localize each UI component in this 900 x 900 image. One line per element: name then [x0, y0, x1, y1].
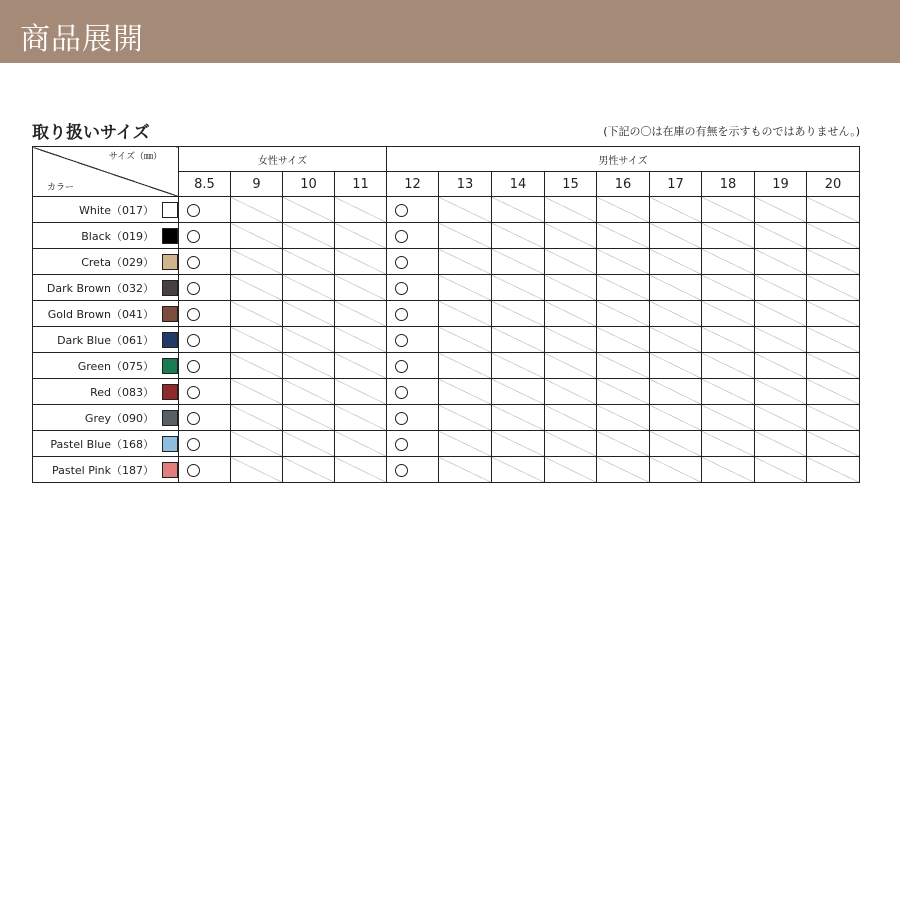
available-circle-icon: [395, 204, 408, 217]
size-header: 20: [807, 172, 860, 197]
size-group-header: 男性サイズ: [387, 147, 860, 172]
unavailable-cell: [650, 275, 702, 301]
unavailable-cell: [807, 379, 860, 405]
unavailable-cell: [335, 457, 387, 483]
color-name: Pastel Blue（168）: [50, 437, 154, 451]
unavailable-cell: [755, 457, 807, 483]
available-cell: [387, 275, 439, 301]
available-circle-icon: [395, 360, 408, 373]
unavailable-cell: [283, 327, 335, 353]
unavailable-cell: [283, 197, 335, 223]
unavailable-cell: [702, 197, 755, 223]
unavailable-cell: [702, 431, 755, 457]
unavailable-cell: [283, 223, 335, 249]
unavailable-cell: [807, 457, 860, 483]
size-header: 12: [387, 172, 439, 197]
unavailable-cell: [702, 405, 755, 431]
color-label-cell: [33, 353, 179, 379]
unavailable-cell: [492, 379, 545, 405]
color-name: Gold Brown（041）: [47, 307, 154, 321]
unavailable-cell: [439, 457, 492, 483]
unavailable-cell: [439, 301, 492, 327]
available-circle-icon: [187, 438, 200, 451]
unavailable-cell: [650, 353, 702, 379]
unavailable-cell: [335, 223, 387, 249]
available-circle-icon: [395, 334, 408, 347]
available-circle-icon: [187, 256, 200, 269]
table-row: [33, 197, 860, 223]
unavailable-cell: [439, 275, 492, 301]
table-body: [33, 197, 860, 483]
color-name: Black（019）: [81, 229, 154, 243]
unavailable-cell: [807, 327, 860, 353]
available-cell: [179, 301, 231, 327]
unavailable-cell: [492, 275, 545, 301]
unavailable-cell: [439, 431, 492, 457]
unavailable-cell: [492, 353, 545, 379]
table-row: [33, 301, 860, 327]
unavailable-cell: [755, 379, 807, 405]
color-name: Creta（029）: [81, 255, 154, 269]
color-swatch: [162, 202, 178, 218]
available-cell: [179, 223, 231, 249]
available-circle-icon: [395, 412, 408, 425]
color-name: White（017）: [79, 203, 154, 217]
unavailable-cell: [807, 353, 860, 379]
color-label-cell: [33, 457, 179, 483]
color-swatch: [162, 332, 178, 348]
unavailable-cell: [650, 197, 702, 223]
unavailable-cell: [597, 197, 650, 223]
unavailable-cell: [755, 223, 807, 249]
size-header: 18: [702, 172, 755, 197]
unavailable-cell: [439, 405, 492, 431]
available-cell: [179, 197, 231, 223]
table-row: [33, 379, 860, 405]
unavailable-cell: [283, 405, 335, 431]
color-label-cell: [33, 431, 179, 457]
unavailable-cell: [650, 249, 702, 275]
color-label-cell: [33, 301, 179, 327]
unavailable-cell: [650, 379, 702, 405]
unavailable-cell: [597, 223, 650, 249]
unavailable-cell: [231, 275, 283, 301]
unavailable-cell: [702, 275, 755, 301]
unavailable-cell: [335, 327, 387, 353]
unavailable-cell: [545, 431, 597, 457]
table-row: [33, 275, 860, 301]
color-label-cell: [33, 275, 179, 301]
unavailable-cell: [231, 353, 283, 379]
unavailable-cell: [807, 431, 860, 457]
unavailable-cell: [597, 275, 650, 301]
available-cell: [179, 379, 231, 405]
unavailable-cell: [702, 457, 755, 483]
unavailable-cell: [702, 327, 755, 353]
unavailable-cell: [545, 275, 597, 301]
unavailable-cell: [597, 353, 650, 379]
color-swatch: [162, 410, 178, 426]
color-swatch: [162, 228, 178, 244]
unavailable-cell: [545, 223, 597, 249]
size-header: 10: [283, 172, 335, 197]
unavailable-cell: [439, 223, 492, 249]
unavailable-cell: [545, 379, 597, 405]
unavailable-cell: [807, 223, 860, 249]
unavailable-cell: [807, 197, 860, 223]
unavailable-cell: [597, 249, 650, 275]
corner-size-label: サイズ（㎜）: [108, 152, 162, 162]
table-row: [33, 431, 860, 457]
unavailable-cell: [231, 327, 283, 353]
color-label-cell: [33, 223, 179, 249]
header-bar: [0, 0, 900, 63]
unavailable-cell: [597, 405, 650, 431]
unavailable-cell: [492, 197, 545, 223]
unavailable-cell: [492, 457, 545, 483]
unavailable-cell: [335, 431, 387, 457]
unavailable-cell: [755, 327, 807, 353]
color-label-cell: [33, 327, 179, 353]
available-circle-icon: [187, 412, 200, 425]
table-row: [33, 223, 860, 249]
unavailable-cell: [439, 327, 492, 353]
table-row: [33, 353, 860, 379]
unavailable-cell: [597, 431, 650, 457]
unavailable-cell: [283, 457, 335, 483]
available-cell: [179, 405, 231, 431]
unavailable-cell: [597, 327, 650, 353]
unavailable-cell: [545, 405, 597, 431]
unavailable-cell: [807, 301, 860, 327]
color-swatch: [162, 436, 178, 452]
available-circle-icon: [395, 230, 408, 243]
unavailable-cell: [755, 275, 807, 301]
unavailable-cell: [335, 379, 387, 405]
available-circle-icon: [187, 360, 200, 373]
size-header: 13: [439, 172, 492, 197]
unavailable-cell: [231, 431, 283, 457]
available-cell: [387, 457, 439, 483]
page-title: 商品展開: [20, 22, 144, 57]
size-header: 17: [650, 172, 702, 197]
color-swatch: [162, 254, 178, 270]
unavailable-cell: [231, 301, 283, 327]
available-circle-icon: [187, 282, 200, 295]
unavailable-cell: [492, 223, 545, 249]
available-cell: [387, 197, 439, 223]
unavailable-cell: [597, 301, 650, 327]
available-cell: [387, 405, 439, 431]
unavailable-cell: [492, 249, 545, 275]
corner-color-label: カラー: [47, 183, 75, 193]
size-header: 8.5: [179, 172, 231, 197]
available-cell: [387, 327, 439, 353]
unavailable-cell: [702, 249, 755, 275]
unavailable-cell: [335, 197, 387, 223]
available-cell: [179, 275, 231, 301]
unavailable-cell: [650, 457, 702, 483]
unavailable-cell: [335, 405, 387, 431]
unavailable-cell: [755, 405, 807, 431]
unavailable-cell: [597, 379, 650, 405]
available-cell: [179, 327, 231, 353]
unavailable-cell: [807, 275, 860, 301]
color-label-cell: [33, 379, 179, 405]
size-group-header: 女性サイズ: [179, 147, 387, 172]
section-title: 取り扱いサイズ: [32, 123, 150, 143]
unavailable-cell: [335, 353, 387, 379]
available-cell: [387, 431, 439, 457]
color-swatch: [162, 384, 178, 400]
color-swatch: [162, 306, 178, 322]
unavailable-cell: [545, 327, 597, 353]
availability-note: (下記の〇は在庫の有無を示すものではありません。): [603, 125, 860, 138]
available-circle-icon: [395, 386, 408, 399]
unavailable-cell: [283, 353, 335, 379]
available-circle-icon: [187, 308, 200, 321]
unavailable-cell: [439, 379, 492, 405]
unavailable-cell: [650, 431, 702, 457]
available-cell: [387, 223, 439, 249]
unavailable-cell: [545, 301, 597, 327]
unavailable-cell: [492, 301, 545, 327]
unavailable-cell: [283, 431, 335, 457]
unavailable-cell: [231, 223, 283, 249]
unavailable-cell: [650, 301, 702, 327]
available-cell: [179, 457, 231, 483]
available-circle-icon: [395, 282, 408, 295]
unavailable-cell: [545, 457, 597, 483]
unavailable-cell: [283, 249, 335, 275]
available-circle-icon: [187, 204, 200, 217]
unavailable-cell: [335, 301, 387, 327]
size-header: 11: [335, 172, 387, 197]
unavailable-cell: [231, 197, 283, 223]
unavailable-cell: [807, 249, 860, 275]
table-row: [33, 457, 860, 483]
unavailable-cell: [650, 327, 702, 353]
unavailable-cell: [492, 405, 545, 431]
unavailable-cell: [650, 223, 702, 249]
available-cell: [387, 379, 439, 405]
unavailable-cell: [335, 249, 387, 275]
color-name: Red（083）: [90, 385, 154, 399]
color-swatch: [162, 462, 178, 478]
corner-header-cell: [33, 147, 179, 197]
available-cell: [179, 249, 231, 275]
color-name: Green（075）: [77, 359, 154, 373]
available-cell: [387, 249, 439, 275]
unavailable-cell: [755, 301, 807, 327]
unavailable-cell: [545, 197, 597, 223]
unavailable-cell: [702, 301, 755, 327]
unavailable-cell: [755, 431, 807, 457]
unavailable-cell: [492, 327, 545, 353]
unavailable-cell: [283, 379, 335, 405]
group-header-row: [33, 147, 860, 172]
unavailable-cell: [650, 405, 702, 431]
available-cell: [387, 353, 439, 379]
unavailable-cell: [439, 197, 492, 223]
available-circle-icon: [187, 334, 200, 347]
available-cell: [179, 431, 231, 457]
color-label-cell: [33, 405, 179, 431]
available-circle-icon: [395, 308, 408, 321]
available-cell: [387, 301, 439, 327]
color-name: Dark Blue（061）: [57, 333, 154, 347]
unavailable-cell: [439, 249, 492, 275]
size-table: [32, 146, 860, 483]
unavailable-cell: [755, 353, 807, 379]
unavailable-cell: [545, 249, 597, 275]
unavailable-cell: [702, 379, 755, 405]
unavailable-cell: [755, 197, 807, 223]
available-cell: [179, 353, 231, 379]
available-circle-icon: [395, 256, 408, 269]
unavailable-cell: [283, 301, 335, 327]
unavailable-cell: [231, 405, 283, 431]
color-name: Grey（090）: [84, 411, 154, 425]
color-name: Pastel Pink（187）: [51, 463, 154, 477]
available-circle-icon: [395, 464, 408, 477]
color-label-cell: [33, 249, 179, 275]
available-circle-icon: [395, 438, 408, 451]
unavailable-cell: [335, 275, 387, 301]
unavailable-cell: [807, 405, 860, 431]
color-name: Dark Brown（032）: [46, 281, 154, 295]
size-header: 9: [231, 172, 283, 197]
unavailable-cell: [597, 457, 650, 483]
color-swatch: [162, 358, 178, 374]
unavailable-cell: [231, 249, 283, 275]
color-swatch: [162, 280, 178, 296]
table-row: [33, 249, 860, 275]
color-label-cell: [33, 197, 179, 223]
unavailable-cell: [283, 275, 335, 301]
available-circle-icon: [187, 464, 200, 477]
size-header: 16: [597, 172, 650, 197]
available-circle-icon: [187, 230, 200, 243]
unavailable-cell: [231, 379, 283, 405]
available-circle-icon: [187, 386, 200, 399]
unavailable-cell: [545, 353, 597, 379]
unavailable-cell: [702, 353, 755, 379]
unavailable-cell: [439, 353, 492, 379]
size-header: 15: [545, 172, 597, 197]
table-row: [33, 405, 860, 431]
unavailable-cell: [755, 249, 807, 275]
unavailable-cell: [702, 223, 755, 249]
size-header: 19: [755, 172, 807, 197]
table-row: [33, 327, 860, 353]
unavailable-cell: [231, 457, 283, 483]
unavailable-cell: [492, 431, 545, 457]
size-header: 14: [492, 172, 545, 197]
